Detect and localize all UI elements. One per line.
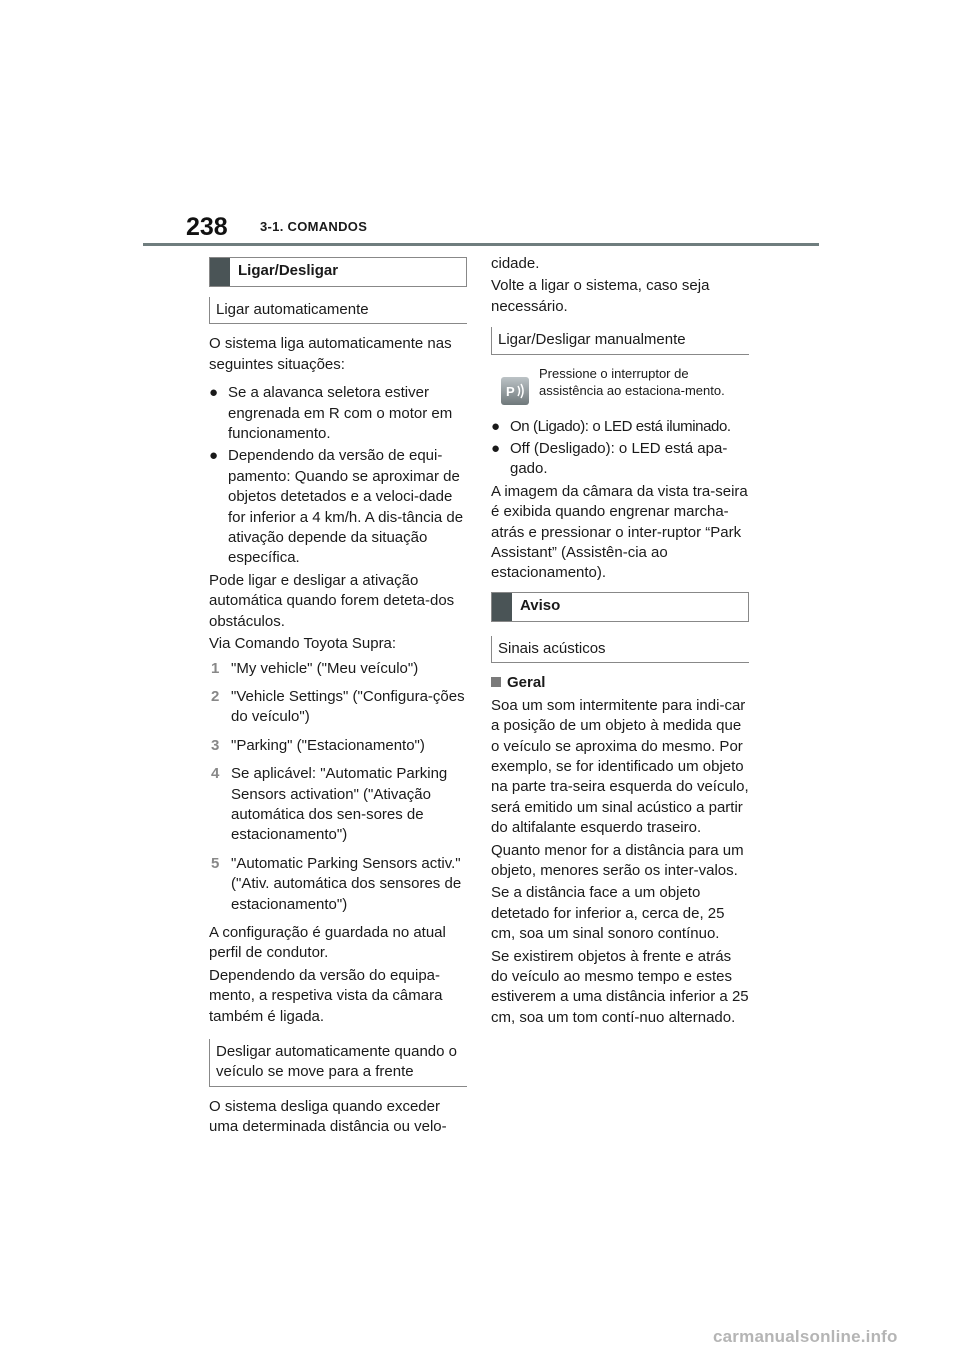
park-assist-button-icon xyxy=(501,377,529,405)
subheading-sinais: Sinais acústicos xyxy=(491,636,749,663)
heading-bar xyxy=(492,593,512,621)
bullet-text: On (Ligado): o LED está iluminado. xyxy=(510,417,731,435)
step-number: 3 xyxy=(211,736,220,754)
paragraph: cidade. xyxy=(491,255,540,272)
paragraph: Dependendo da versão do equipa-mento, a respetiva vista da câmara também é ligada. xyxy=(209,966,443,1025)
paragraph: Via Comando Toyota Supra: xyxy=(209,635,397,653)
step-number: 5 xyxy=(211,854,220,872)
step-number: 1 xyxy=(211,659,220,677)
paragraph: A configuração é guardada no atual perfil de condutor. xyxy=(209,923,446,962)
section-title-text: Geral xyxy=(507,674,546,692)
park-assist-glyph-icon xyxy=(505,382,525,400)
bullet-item: ● Dependendo da versão de equi-pamento: Quando se aproximar de objetos detetados e a veloci-dade for inferior a 4 km/h. A dis-tância de ativação depende da situação específica. xyxy=(209,447,464,567)
page-number: 238 xyxy=(186,213,228,241)
paragraph: O sistema desliga quando exceder uma determinada distância ou velo- xyxy=(209,1097,447,1136)
subheading-ligar-auto: Ligar automaticamente xyxy=(209,297,467,324)
subheading-manual: Ligar/Desligar manualmente xyxy=(491,327,749,354)
heading-bar xyxy=(210,258,230,286)
heading-box-ligar-desligar xyxy=(209,257,467,287)
section-title-geral xyxy=(491,673,749,693)
step-text: Se aplicável: "Automatic Parking Sensors activation" ("Ativação automática dos sen-sores de estacionamento") xyxy=(231,765,448,844)
step-item xyxy=(209,659,467,679)
paragraph: O sistema liga automaticamente nas seguintes situações: xyxy=(209,335,452,373)
bullet-item: ● On (Ligado): o LED está iluminado. xyxy=(491,417,731,435)
watermark: carmanualsonline.info xyxy=(713,1327,898,1346)
paragraph: Se existirem objetos à frente e atrás do veículo ao mesmo tempo e estes estiverem a uma distância inferior a 25 cm, soa um tom contí-nuo alternado. xyxy=(491,947,749,1026)
step-text: "Vehicle Settings" ("Configura-ções do veículo") xyxy=(231,687,465,726)
svg-text:P: P xyxy=(506,383,515,399)
paragraph: Se a distância face a um objeto detetado for inferior a, cerca de, 25 cm, soa um sinal sonoro contínuo. xyxy=(491,884,725,943)
heading-box-aviso xyxy=(491,592,749,622)
step-item xyxy=(209,736,467,756)
step-text: "My vehicle" ("Meu veículo") xyxy=(231,659,419,677)
left-column xyxy=(209,257,467,1140)
paragraph: Pode ligar e desligar a ativação automática quando forem deteta-dos obstáculos. xyxy=(209,571,455,630)
right-column xyxy=(491,254,749,1030)
bullet-item: ● Off (Desligado): o LED está apa-gado. xyxy=(491,440,728,478)
header-rule xyxy=(143,243,819,246)
paragraph: A imagem da câmara da vista tra-seira é exibida quando engrenar marcha-atrás e pressionar o inter-ruptor “Park Assistant” (Assistên-cia ao estacionamento). xyxy=(491,482,748,582)
heading-text: Aviso xyxy=(520,596,561,614)
paragraph: Volte a ligar o sistema, caso seja necessário. xyxy=(491,277,710,315)
subheading-desligar-auto: Desligar automaticamente quando o veículo se move para a frente xyxy=(209,1039,467,1087)
square-bullet-icon xyxy=(491,677,501,687)
bullet-item: ● Se a alavanca seletora estiver engrenada em R com o motor em funcionamento. xyxy=(209,384,453,443)
step-item xyxy=(209,764,467,846)
section-title: 3-1. COMANDOS xyxy=(260,219,368,234)
paragraph: Quanto menor for a distância para um objeto, menores serão os inter-valos. xyxy=(491,841,744,879)
paragraph: Soa um som intermitente para indi-car a posição de um objeto à medida que o veículo se aproxima do mesmo. Por exemplo, se for identificado um objeto na parte tra-seira esquerda do veículo, será emitido um sinal acústico a partir do altifalante esquerdo traseiro. xyxy=(491,696,749,837)
step-item xyxy=(209,687,467,728)
bullet-text: Dependendo da versão de equi-pamento: Quando se aproximar de objetos detetados e a veloci-dade for inferior a 4 km/h. A dis-tância de ativação depende da situação específica. xyxy=(228,447,464,567)
step-text: "Automatic Parking Sensors activ." ("Ativ. automática dos sensores de estacionamento") xyxy=(231,854,462,913)
step-text: "Parking" ("Estacionamento") xyxy=(231,736,425,754)
step-number: 2 xyxy=(211,687,220,705)
step-number: 4 xyxy=(211,765,220,783)
icon-holder xyxy=(491,365,539,405)
bullet-text: Off (Desligado): o LED está apa-gado. xyxy=(510,440,728,478)
icon-instruction-row xyxy=(491,365,749,405)
heading-text: Ligar/Desligar xyxy=(238,262,339,279)
step-item xyxy=(209,854,467,915)
icon-caption: Pressione o interruptor de assistência ao estaciona-mento. xyxy=(539,365,725,399)
bullet-text: Se a alavanca seletora estiver engrenada em R com o motor em funcionamento. xyxy=(228,384,453,443)
